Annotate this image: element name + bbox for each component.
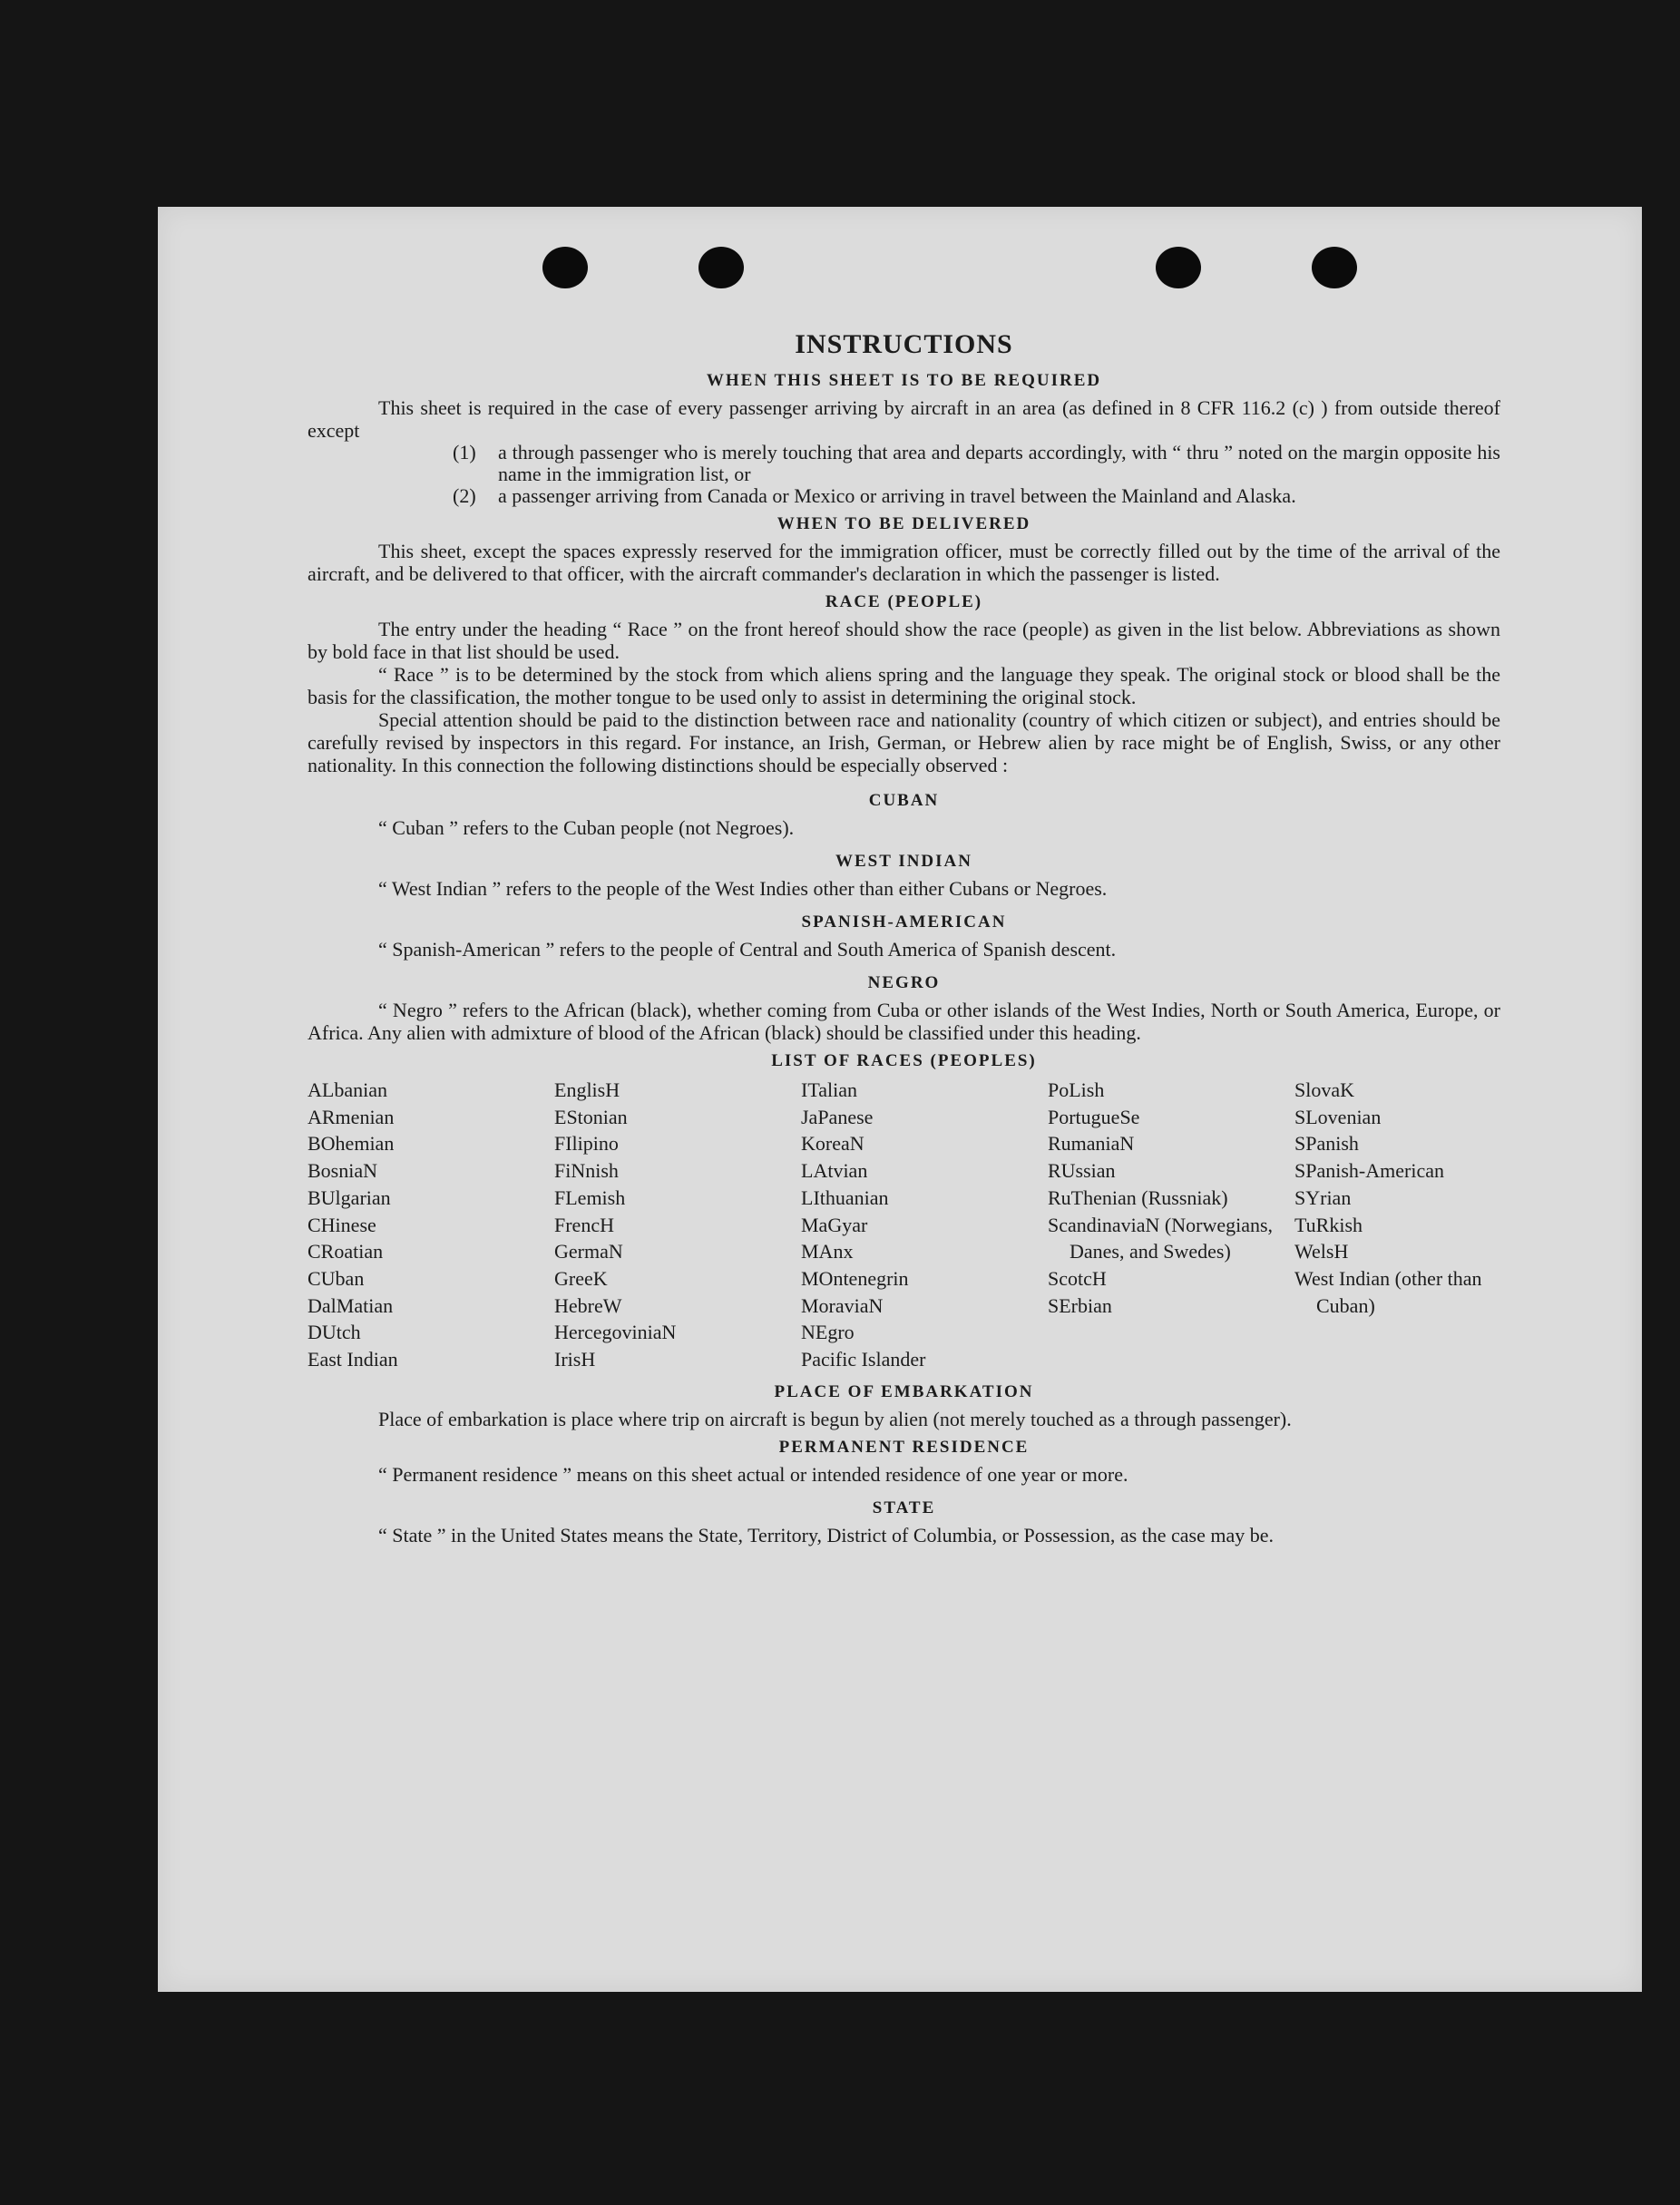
race-item: WelsH xyxy=(1294,1240,1349,1263)
race-item: MoraviaN xyxy=(801,1293,884,1317)
race-item: FiNnish xyxy=(554,1159,619,1183)
heading-when-required: WHEN THIS SHEET IS TO BE REQUIRED xyxy=(706,371,1102,390)
race-column xyxy=(801,1077,1048,1373)
race-item: BOhemian xyxy=(308,1132,395,1156)
race-item: FrencH xyxy=(554,1213,614,1236)
race-paragraph: Special attention should be paid to the distinction between race and nationality (country of which citizen or subject), and entries should be carefully revised by inspectors in this regard. For instance, an Irish, German, or Hebrew alien by race might be of English, Swiss, or any other nationality. In this connection the following distinctions should be especially observed : xyxy=(308,708,1500,776)
race-item: SlovaK xyxy=(1294,1078,1354,1101)
heading-cuban: CUBAN xyxy=(868,791,940,810)
race-item: ITalian xyxy=(801,1078,857,1101)
race-item: FIlipino xyxy=(554,1132,619,1156)
race-item: HercegoviniaN xyxy=(554,1321,677,1344)
race-paragraph: The entry under the heading “ Race ” on the front hereof should show the race (people) as given in the list below. Abbreviations as shown by bold face in that list should be used. xyxy=(308,618,1500,663)
race-item: MOntenegrin xyxy=(801,1266,909,1290)
instructions-content xyxy=(308,329,1500,1546)
race-item: RumaniaN xyxy=(1048,1132,1135,1156)
race-item: ARmenian xyxy=(308,1105,395,1128)
race-item: GermaN xyxy=(554,1240,623,1263)
cuban-text: “ Cuban ” refers to the Cuban people (not Negroes). xyxy=(378,816,795,839)
race-item: ScotcH xyxy=(1048,1266,1107,1290)
punch-hole xyxy=(542,247,588,288)
race-item: PortugueSe xyxy=(1048,1105,1140,1128)
spanish-american-text: “ Spanish-American ” refers to the people of Central and South America of Spanish descent. xyxy=(378,938,1117,961)
item-text: a through passenger who is merely touching that area and departs accordingly, with “ thru ” noted on the margin opposite his name in the immigration list, or xyxy=(498,441,1500,485)
race-item: CHinese xyxy=(308,1213,376,1236)
race-item: RUssian xyxy=(1048,1159,1116,1183)
heading-west-indian: WEST INDIAN xyxy=(835,852,972,871)
race-item: East Indian xyxy=(308,1348,398,1371)
race-item: IrisH xyxy=(554,1348,596,1371)
residence-text: “ Permanent residence ” means on this sheet actual or intended residence of one year or more. xyxy=(378,1462,1128,1486)
when-required-intro: This sheet is required in the case of every passenger arriving by aircraft in an area (as defined in 8 CFR 116.2 (c) ) from outside thereof except xyxy=(308,396,1500,442)
state-text: “ State ” in the United States means the State, Territory, District of Columbia, or Possession, as the case may be. xyxy=(378,1523,1275,1546)
race-item: DalMatian xyxy=(308,1293,394,1317)
race-column xyxy=(308,1077,554,1373)
item-number: (1) xyxy=(453,441,476,463)
heading-embarkation: PLACE OF EMBARKATION xyxy=(774,1381,1034,1401)
heading-spanish-american: SPANISH-AMERICAN xyxy=(801,912,1007,932)
race-item: LIthuanian xyxy=(801,1185,889,1209)
negro-text: “ Negro ” refers to the African (black), whether coming from Cuba or other islands of the West Indies, North or South America, Europe, or Africa. Any alien with admixture of blood of the African (black) should be classified under this heading. xyxy=(308,999,1500,1044)
race-paragraph: “ Race ” is to be determined by the stock from which aliens spring and the language they speak. The original stock or blood shall be the basis for the classification, the mother tongue to be used only to assist in determining the original stock. xyxy=(308,663,1500,708)
race-item: TuRkish xyxy=(1294,1213,1363,1236)
race-item: ALbanian xyxy=(308,1078,387,1101)
race-item: NEgro xyxy=(801,1321,855,1344)
heading-when-delivered: WHEN TO BE DELIVERED xyxy=(777,514,1031,533)
race-item: ScandinaviaN (Norwegians, Danes, and Swedes) xyxy=(1048,1213,1274,1263)
race-item: EStonian xyxy=(554,1105,628,1128)
heading-state: STATE xyxy=(872,1498,936,1517)
race-item: JaPanese xyxy=(801,1105,874,1128)
race-item: LAtvian xyxy=(801,1159,868,1183)
race-item: SPanish-American xyxy=(1294,1159,1444,1183)
race-item: PoLish xyxy=(1048,1078,1105,1101)
race-list xyxy=(308,1077,1500,1373)
race-item: FLemish xyxy=(554,1185,626,1209)
embarkation-text: Place of embarkation is place where trip on aircraft is begun by alien (not merely touched as a through passenger). xyxy=(378,1407,1292,1430)
race-item: MAnx xyxy=(801,1240,854,1263)
race-item: HebreW xyxy=(554,1293,622,1317)
punch-hole xyxy=(1312,247,1357,288)
item-number: (2) xyxy=(453,484,476,507)
race-column xyxy=(554,1077,801,1373)
item-text: a passenger arriving from Canada or Mexico or arriving in travel between the Mainland and Alaska. xyxy=(498,484,1296,507)
punch-hole xyxy=(1156,247,1201,288)
heading-permanent-residence: PERMANENT RESIDENCE xyxy=(778,1437,1030,1457)
race-item: BUlgarian xyxy=(308,1185,391,1209)
when-delivered-text: This sheet, except the spaces expressly reserved for the immigration officer, must be correctly filled out by the time of the arrival of the aircraft, and be delivered to that officer, with the aircraft commander's declaration in which the passenger is listed. xyxy=(308,540,1500,585)
race-item: EnglisH xyxy=(554,1078,620,1101)
page-title: INSTRUCTIONS xyxy=(795,329,1013,359)
punch-hole xyxy=(698,247,744,288)
west-indian-text: “ West Indian ” refers to the people of the West Indies other than either Cubans or Negroes. xyxy=(378,877,1108,900)
race-item: GreeK xyxy=(554,1266,608,1290)
heading-race: RACE (PEOPLE) xyxy=(825,592,983,611)
document-page xyxy=(158,207,1642,1992)
race-item: MaGyar xyxy=(801,1213,868,1236)
race-item: SLovenian xyxy=(1294,1105,1382,1128)
race-item: DUtch xyxy=(308,1321,361,1344)
heading-negro: NEGRO xyxy=(867,973,941,992)
race-item: BosniaN xyxy=(308,1159,377,1183)
race-item: SPanish xyxy=(1294,1132,1359,1156)
exception-item xyxy=(453,442,1500,485)
race-item: Pacific Islander xyxy=(801,1348,926,1371)
heading-list-of-races: LIST OF RACES (PEOPLES) xyxy=(771,1051,1037,1070)
race-item: SYrian xyxy=(1294,1185,1352,1209)
race-item: SErbian xyxy=(1048,1293,1112,1317)
race-item: KoreaN xyxy=(801,1132,864,1156)
race-column xyxy=(1294,1077,1512,1373)
exception-item xyxy=(453,485,1500,507)
race-item: CUban xyxy=(308,1266,365,1290)
race-item: RuThenian (Russniak) xyxy=(1048,1185,1228,1209)
race-item: West Indian (other than Cuban) xyxy=(1294,1266,1482,1317)
race-item: CRoatian xyxy=(308,1240,384,1263)
race-column xyxy=(1048,1077,1294,1373)
